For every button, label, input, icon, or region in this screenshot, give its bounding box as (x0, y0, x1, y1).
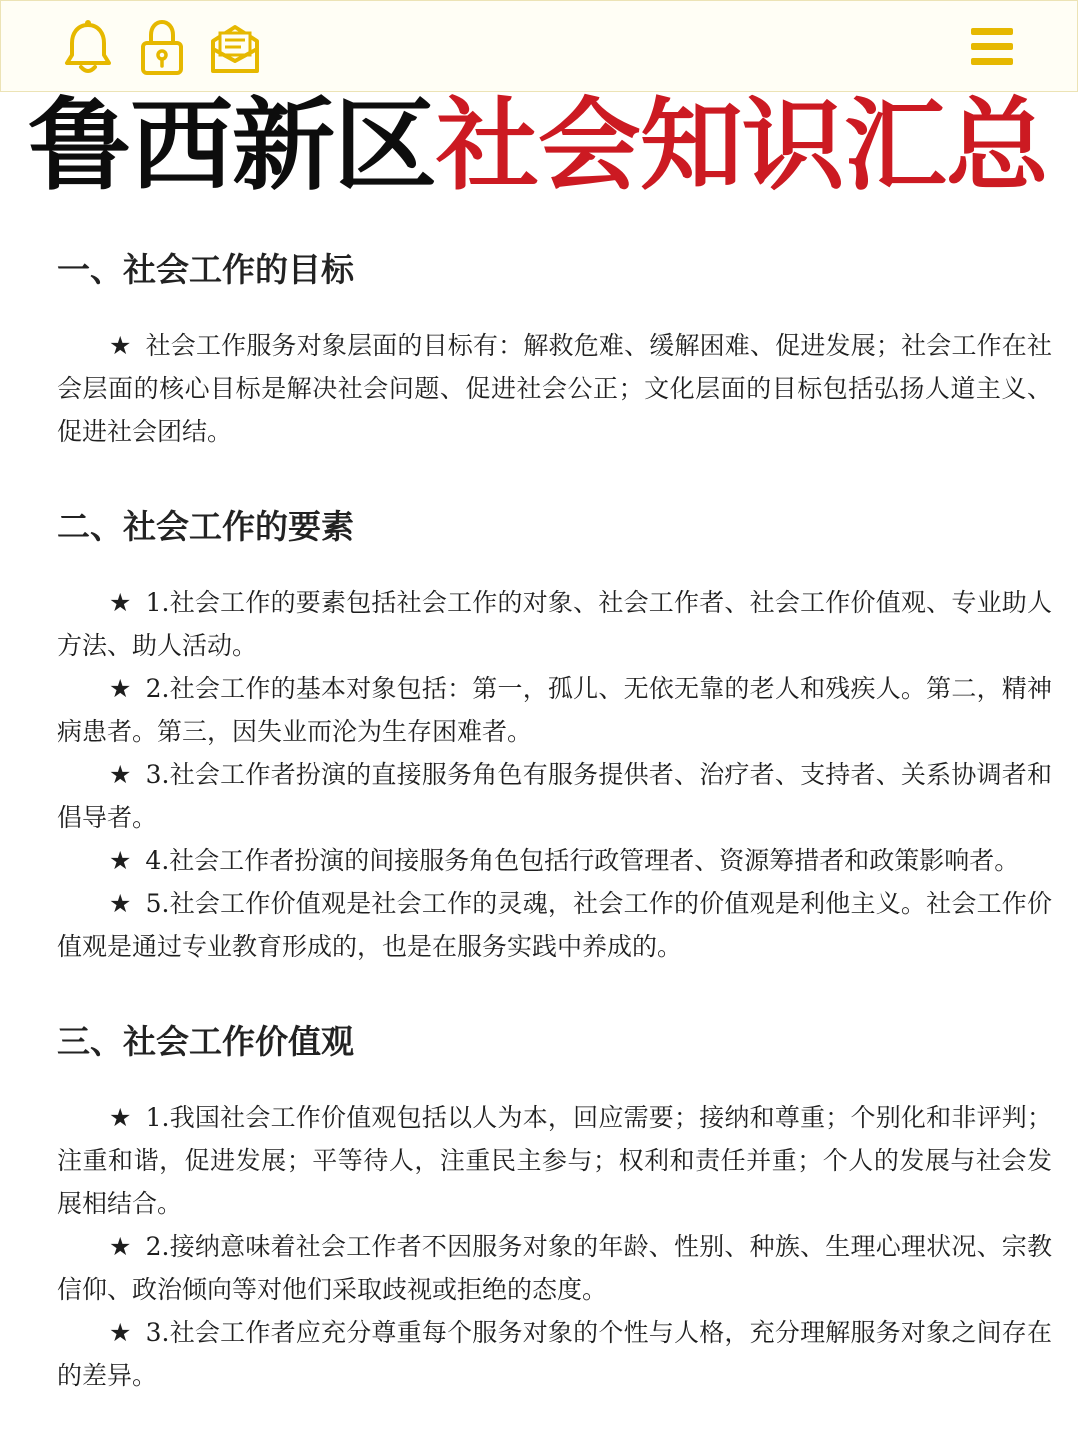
title-region: 鲁西新区 (28, 87, 436, 204)
section-title: 三、社会工作价值观 (57, 1022, 354, 1061)
list-item: ★ 3.社会工作者应充分尊重每个服务对象的个性与人格，充分理解服务对象之间存在的差异。 (57, 1318, 1053, 1390)
star-icon: ★ (109, 1232, 132, 1261)
mail-icon[interactable] (209, 19, 261, 77)
list-item: ★ 社会工作服务对象层面的目标有：解救危难、缓解困难、促进发展；社会工作在社会层面的核心目标是解决社会问题、促进社会公正；文化层面的目标包括弘扬人道主义、促进社会团结。 (57, 331, 1052, 446)
list-item: ★ 4.社会工作者扮演的间接服务角色包括行政管理者、资源筹措者和政策影响者。 (109, 846, 1020, 875)
top-toolbar (0, 0, 1078, 92)
title-topic: 社会知识汇总 (435, 87, 1048, 204)
section-title: 一、社会工作的目标 (57, 250, 354, 289)
star-icon: ★ (109, 674, 132, 703)
list-item: ★ 5.社会工作价值观是社会工作的灵魂，社会工作的价值观是利他主义。社会工作价值观是通过专业教育形成的，也是在服务实践中养成的。 (57, 889, 1053, 961)
star-icon: ★ (109, 588, 132, 617)
menu-icon[interactable] (971, 28, 1013, 66)
list-item: ★ 1.我国社会工作价值观包括以人为本，回应需要；接纳和尊重；个别化和非评判；注重和谐，促进发展；平等待人，注重民主参与；权利和责任并重；个人的发展与社会发展相结合。 (57, 1103, 1053, 1218)
list-item: ★ 2.接纳意味着社会工作者不因服务对象的年龄、性别、种族、生理心理状况、宗教信仰、政治倾向等对他们采取歧视或拒绝的态度。 (57, 1232, 1053, 1304)
lock-icon[interactable] (137, 19, 187, 77)
star-icon: ★ (109, 846, 132, 875)
list-item: ★ 3.社会工作者扮演的直接服务角色有服务提供者、治疗者、支持者、关系协调者和倡导者。 (57, 760, 1053, 832)
section-title: 二、社会工作的要素 (57, 507, 354, 546)
star-icon: ★ (109, 889, 132, 918)
list-item: ★ 1.社会工作的要素包括社会工作的对象、社会工作者、社会工作价值观、专业助人方法、助人活动。 (57, 588, 1053, 660)
page-title (28, 87, 1080, 204)
star-icon: ★ (109, 331, 132, 360)
list-item: ★ 2.社会工作的基本对象包括：第一，孤儿、无依无靠的老人和残疾人。第二，精神病患者。第三，因失业而沦为生存困难者。 (57, 674, 1053, 746)
star-icon: ★ (109, 1103, 132, 1132)
star-icon: ★ (109, 760, 132, 789)
article-body (57, 242, 1052, 1397)
bell-icon[interactable] (63, 19, 113, 77)
star-icon: ★ (109, 1318, 132, 1347)
